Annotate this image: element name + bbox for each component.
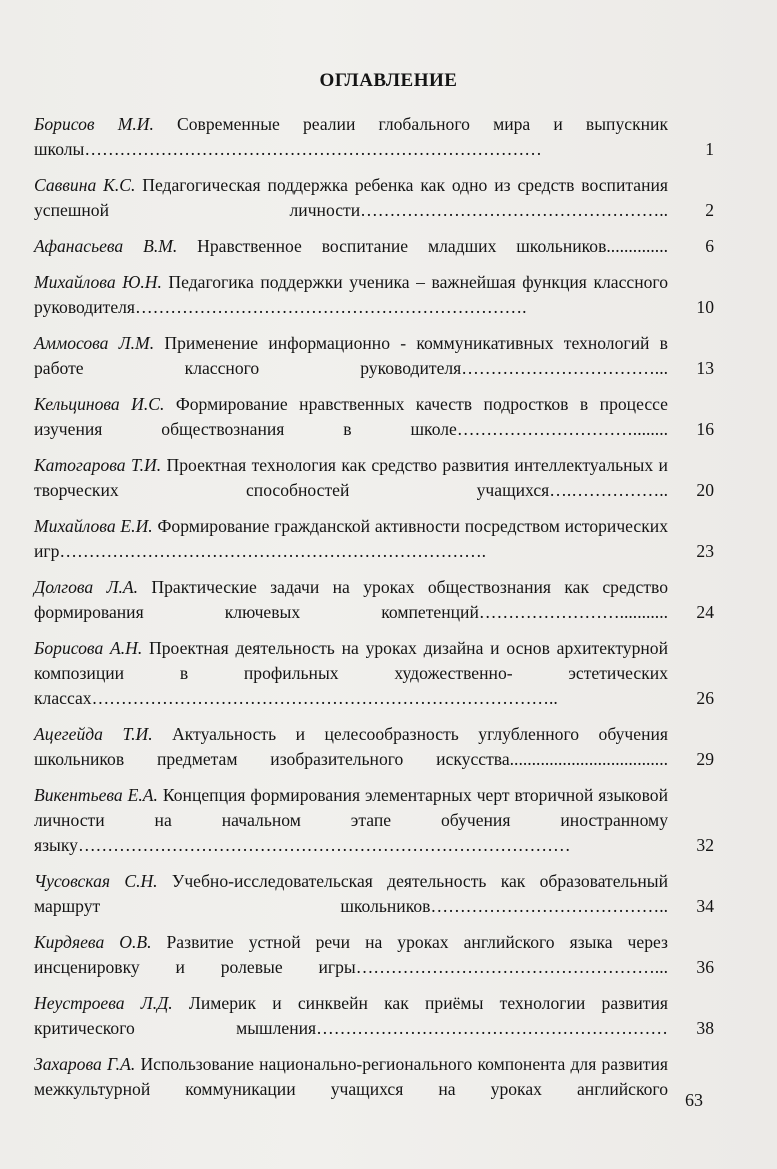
toc-entry [34,636,714,711]
entry-title: Актуальность и целесообразность углубленного обучения школьников предметам изобразительного искусства.................................... [34,724,668,769]
entry-title: Формирование гражданской активности посредством исторических игр………………………………………………………………. [34,516,668,561]
entry-title: Современные реалии глобального мира и выпускник школы…………………………………………………………………… [34,114,668,159]
entry-page: 10 [696,297,714,317]
toc-entry [34,1052,714,1102]
entry-text [34,270,680,320]
entry-text [34,392,680,442]
entry-text [34,869,680,919]
entry-page: 29 [696,749,714,769]
entry-text [34,575,680,625]
entry-author: Неустроева Л.Д. [34,993,173,1013]
entry-author: Афанасьева В.М. [34,236,178,256]
entry-title: Использование национально-регионального компонента для развития межкультурной коммуникации учащихся на уроках английского [34,1054,668,1099]
entry-author: Борисов М.И. [34,114,154,134]
toc-entry [34,112,714,162]
entry-page: 6 [705,236,714,256]
table-of-contents [34,112,714,1102]
entry-title: Формирование нравственных качеств подростков в процессе изучения обществознания в школе…………………………........ [34,394,668,439]
toc-entry [34,575,714,625]
toc-entry [34,869,714,919]
toc-entry [34,453,714,503]
entry-text [34,331,680,381]
entry-text [34,722,680,772]
entry-title: Применение информационно - коммуникативных технологий в работе классного руководителя……………………………... [34,333,668,378]
entry-text [34,1052,680,1102]
page-title: ОГЛАВЛЕНИЕ [319,70,458,91]
toc-entry [34,392,714,442]
entry-title: Концепция формирования элементарных черт вторичной языковой личности на начальном этапе обучения иностранному языку………………………………………………………………………… [34,785,668,855]
entry-title: Развитие устной речи на уроках английского языка через инсценировку и ролевые игры……………………………………………... [34,932,668,977]
entry-author: Викентьева Е.А. [34,785,158,805]
entry-author: Катогарова Т.И. [34,455,162,475]
entry-page: 23 [696,541,714,561]
entry-page: 34 [696,896,714,916]
entry-page: 2 [705,200,714,220]
entry-page: 13 [696,358,714,378]
entry-author: Ацегейда Т.И. [34,724,153,744]
entry-author: Долгова Л.А. [34,577,139,597]
entry-page: 16 [696,419,714,439]
entry-title: Учебно-исследовательская деятельность как образовательный маршрут школьников………………………………….. [34,871,669,916]
entry-text [34,991,680,1041]
entry-text [34,514,680,564]
entry-page: 36 [696,957,714,977]
entry-text [34,783,680,858]
toc-entry [34,783,714,858]
entry-text [34,112,680,162]
entry-author: Захарова Г.А. [34,1054,136,1074]
entry-title: Педагогика поддержки ученика – важнейшая функция классного руководителя…………………………………………………………. [34,272,668,317]
entry-title: Лимерик и синквейн как приёмы технологии развития критического мышления…………………………………………………… [34,993,668,1038]
toc-entry [34,234,714,259]
page-number: 63 [685,1090,703,1110]
toc-entry [34,514,714,564]
entry-title: Педагогическая поддержка ребенка как одно из средств воспитания успешной личности…………………………………………….. [34,175,668,220]
entry-title: Проектная технология как средство развития интеллектуальных и творческих способностей учащихся….…………….. [34,455,668,500]
toc-entry [34,991,714,1041]
entry-page: 38 [696,1018,714,1038]
entry-page: 24 [696,602,714,622]
entry-author: Михайлова Ю.Н. [34,272,162,292]
entry-text [34,173,680,223]
entry-text [34,234,680,259]
entry-author: Аммосова Л.М. [34,333,155,353]
entry-text [34,930,680,980]
toc-entry [34,173,714,223]
toc-entry [34,722,714,772]
entry-page: 32 [696,835,714,855]
entry-page: 20 [696,480,714,500]
entry-author: Борисова А.Н. [34,638,143,658]
entry-author: Кельцинова И.С. [34,394,165,414]
entry-author: Михайлова Е.И. [34,516,153,536]
entry-title: Практические задачи на уроках обществознания как средство формирования ключевых компетенций……………………........... [34,577,668,622]
entry-author: Чусовская С.Н. [34,871,158,891]
toc-entry [34,270,714,320]
entry-author: Саввина К.С. [34,175,136,195]
entry-title: Нравственное воспитание младших школьников.............. [177,236,668,256]
entry-page: 26 [696,688,714,708]
toc-entry [34,930,714,980]
entry-title: Проектная деятельность на уроках дизайна и основ архитектурной композиции в профильных художественно- эстетических классах…………………………………………………………………….. [34,638,668,708]
entry-text [34,636,680,711]
entry-page: 1 [705,139,714,159]
entry-author: Кирдяева О.В. [34,932,152,952]
toc-entry [34,331,714,381]
entry-text [34,453,680,503]
